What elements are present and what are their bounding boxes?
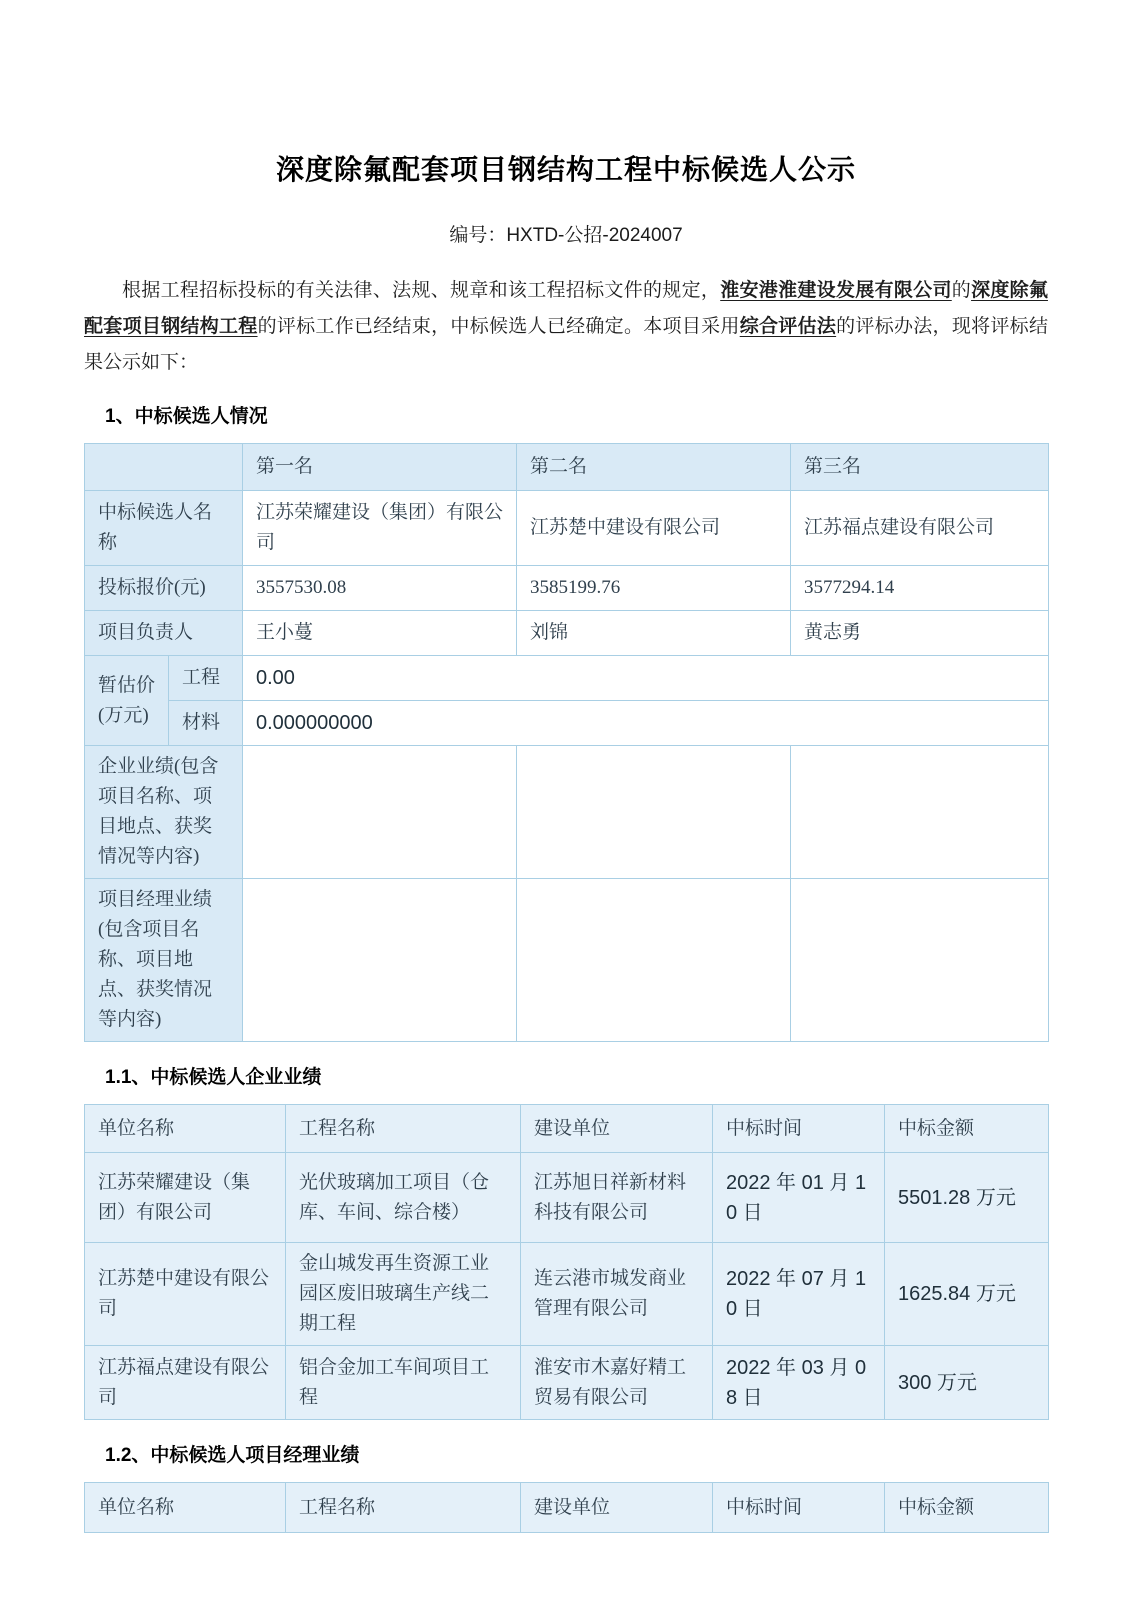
row-label-project-manager: 项目负责人 (85, 611, 243, 656)
column-header-rank-1: 第一名 (243, 444, 517, 491)
project-manager-cell: 王小蔓 (243, 611, 517, 656)
estimate-engineering-cell: 0.00 (243, 656, 1049, 701)
award-amount-cell: 5501.28 万元 (885, 1153, 1049, 1243)
empty-cell (243, 746, 517, 879)
manager-performance-table (84, 1482, 1049, 1533)
project-name-emphasis: 深度除氟配套项目钢结构工程 (84, 280, 1048, 337)
column-header-owner: 建设单位 (521, 1105, 713, 1153)
owner-cell: 江苏旭日祥新材料科技有限公司 (521, 1153, 713, 1243)
award-date-cell: 2022 年 01 月 10 日 (713, 1153, 885, 1243)
empty-cell (791, 879, 1049, 1042)
column-header-company: 单位名称 (85, 1105, 286, 1153)
project-manager-cell: 黄志勇 (791, 611, 1049, 656)
section-1-1-heading: 1.1、中标候选人企业业绩 (105, 1067, 322, 1088)
table-row (85, 1153, 1049, 1243)
table-row (85, 566, 1049, 611)
award-date-cell: 2022 年 07 月 10 日 (713, 1243, 885, 1346)
empty-cell (791, 746, 1049, 879)
section-1-2-heading: 1.2、中标候选人项目经理业绩 (105, 1445, 360, 1466)
table-row (85, 701, 1049, 746)
table-row (85, 444, 1049, 491)
project-cell: 金山城发再生资源工业园区废旧玻璃生产线二期工程 (286, 1243, 521, 1346)
table-row (85, 491, 1049, 566)
doc-number: 编号：HXTD-公招-2024007 (449, 225, 683, 246)
candidate-name-cell: 江苏楚中建设有限公司 (517, 491, 791, 566)
evaluation-method-emphasis: 综合评估法 (739, 316, 837, 337)
table-row (85, 611, 1049, 656)
table-row (85, 1346, 1049, 1420)
row-label-candidate-name: 中标候选人名称 (85, 491, 243, 566)
candidates-table (84, 443, 1049, 1042)
company-cell: 江苏荣耀建设（集团）有限公司 (85, 1153, 286, 1243)
owner-cell: 连云港市城发商业管理有限公司 (521, 1243, 713, 1346)
table-header-row (85, 1105, 1049, 1153)
table-header-row (85, 1483, 1049, 1533)
column-header-owner: 建设单位 (521, 1483, 713, 1533)
column-header-company: 单位名称 (85, 1483, 286, 1533)
project-manager-cell: 刘锦 (517, 611, 791, 656)
column-header-rank-2: 第二名 (517, 444, 791, 491)
row-label-manager-performance: 项目经理业绩(包含项目名称、项目地点、获奖情况等内容) (85, 879, 243, 1042)
column-header-award-amount: 中标金额 (885, 1105, 1049, 1153)
row-label-estimate: 暂估价(万元) (85, 656, 169, 746)
owner-cell: 淮安市木嘉好精工贸易有限公司 (521, 1346, 713, 1420)
row-label-estimate-engineering: 工程 (169, 656, 243, 701)
table-row (85, 746, 1049, 879)
bid-price-cell: 3585199.76 (517, 566, 791, 611)
column-header-award-amount: 中标金额 (885, 1483, 1049, 1533)
column-header-rank-3: 第三名 (791, 444, 1049, 491)
page-title: 深度除氟配套项目钢结构工程中标候选人公示 (275, 154, 856, 185)
empty-cell (517, 879, 791, 1042)
bid-price-cell: 3557530.08 (243, 566, 517, 611)
project-cell: 铝合金加工车间项目工程 (286, 1346, 521, 1420)
section-1-heading: 1、中标候选人情况 (105, 406, 268, 427)
intro-segment: 的评标办法，现将评标结果公示如下： (84, 316, 1048, 373)
estimate-material-cell: 0.000000000 (243, 701, 1049, 746)
column-header-project: 工程名称 (286, 1105, 521, 1153)
bid-price-cell: 3577294.14 (791, 566, 1049, 611)
empty-cell (517, 746, 791, 879)
award-amount-cell: 1625.84 万元 (885, 1243, 1049, 1346)
intro-segment: 根据工程招标投标的有关法律、法规、规章和该工程招标文件的规定， (122, 280, 721, 301)
row-label-bid-price: 投标报价(元) (85, 566, 243, 611)
company-cell: 江苏福点建设有限公司 (85, 1346, 286, 1420)
intro-segment: 的评标工作已经结束，中标候选人已经确定。本项目采用 (257, 316, 740, 337)
intro-paragraph (84, 273, 1048, 381)
table-row (85, 1243, 1049, 1346)
table-row (85, 879, 1049, 1042)
empty-cell (243, 879, 517, 1042)
column-header-project: 工程名称 (286, 1483, 521, 1533)
candidate-name-cell: 江苏荣耀建设（集团）有限公司 (243, 491, 517, 566)
empty-corner-cell (85, 444, 243, 491)
candidate-name-cell: 江苏福点建设有限公司 (791, 491, 1049, 566)
tenderer-name-emphasis: 淮安港淮建设发展有限公司 (720, 280, 952, 301)
column-header-award-date: 中标时间 (713, 1483, 885, 1533)
project-cell: 光伏玻璃加工项目（仓库、车间、综合楼） (286, 1153, 521, 1243)
award-date-cell: 2022 年 03 月 08 日 (713, 1346, 885, 1420)
row-label-company-performance: 企业业绩(包含项目名称、项目地点、获奖情况等内容) (85, 746, 243, 879)
company-performance-table (84, 1104, 1049, 1420)
award-amount-cell: 300 万元 (885, 1346, 1049, 1420)
table-row (85, 656, 1049, 701)
row-label-estimate-material: 材料 (169, 701, 243, 746)
intro-segment: 的 (951, 280, 972, 301)
company-cell: 江苏楚中建设有限公司 (85, 1243, 286, 1346)
column-header-award-date: 中标时间 (713, 1105, 885, 1153)
